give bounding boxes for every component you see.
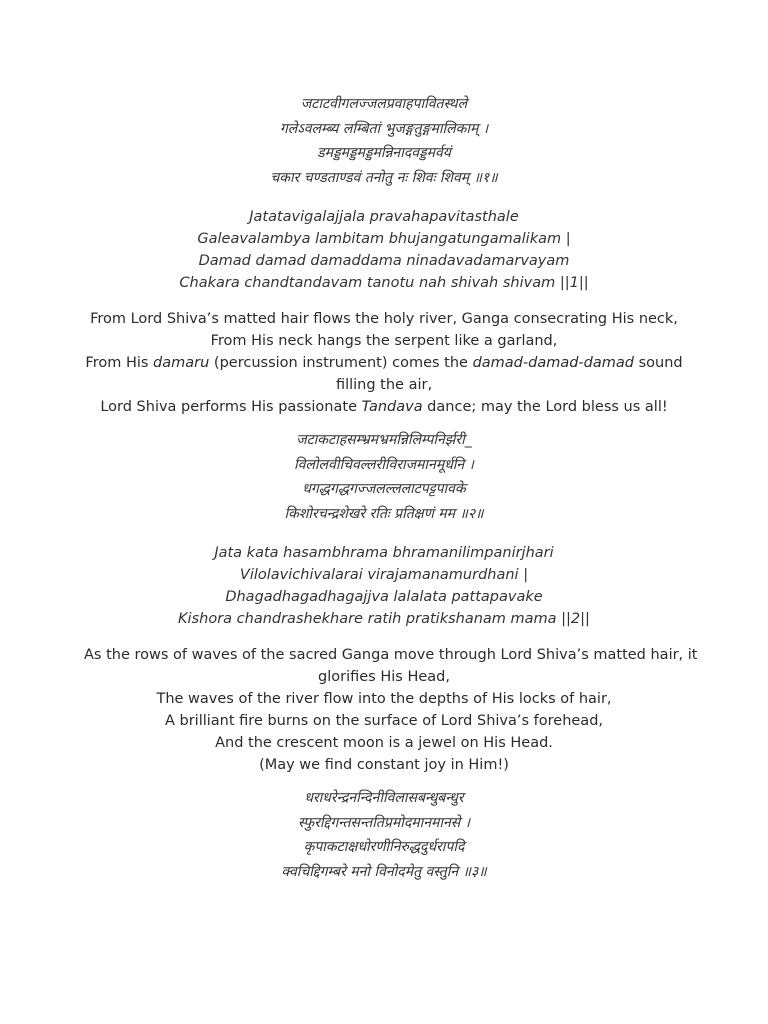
verse-2-sanskrit-line-3: धगद्धगद्धगज्जलल्ललाटपट्टपावके <box>302 481 466 497</box>
verse-2-transliteration <box>84 542 684 630</box>
verse-2-meaning-line-5: And the crescent moon is a jewel on His Head. <box>215 735 553 751</box>
verse-1-meaning-line-2: From His neck hangs the serpent like a garland, <box>210 333 558 349</box>
verse-2-translit-line-3: Dhagadhagadhagajjva lalalata pattapavake <box>225 589 543 605</box>
verse-1-sanskrit <box>84 92 684 190</box>
verse-2-sanskrit <box>84 428 684 526</box>
verse-1-transliteration <box>84 206 684 294</box>
verse-1-translit-line-3: Damad damad damaddama ninadavadamarvayam <box>198 253 570 269</box>
verse-1-sanskrit-line-1: जटाटवीगलज्जलप्रवाहपावितस्थले <box>300 96 468 112</box>
meaning-text: dance; may the Lord bless us all! <box>422 399 668 415</box>
meaning-text: From His <box>85 355 154 371</box>
verse-2-meaning-line-1: As the rows of waves of the sacred Ganga move through Lord Shiva’s matted hair, it <box>84 647 698 663</box>
verse-1-sanskrit-line-2: गलेऽवलम्ब्य लम्बितां भुजङ्गतुङ्गमालिकाम् । <box>279 120 489 137</box>
verse-1-translit-line-1: Jatatavigalajjala pravahapavitasthale <box>249 209 519 225</box>
verse-3-sanskrit-line-2: स्फुरद्दिगन्तसन्ततिप्रमोदमानमानसे । <box>297 814 471 831</box>
verse-2-translit-line-2: Vilolavichivalarai virajamanamurdhani | <box>239 567 529 583</box>
verse-2-meaning-line-4: A brilliant fire burns on the surface of Lord Shiva’s forehead, <box>164 713 604 729</box>
verse-2-sanskrit-line-2: विलोलवीचिवल्लरीविराजमानमूर्धनि । <box>294 456 474 473</box>
verse-2-meaning-line-3: The waves of the river flow into the depths of His locks of hair, <box>156 691 612 707</box>
verse-1-translit-line-4: Chakara chandtandavam tanotu nah shivah shivam ||1|| <box>179 275 589 291</box>
verse-2-translit-line-4: Kishora chandrashekhare ratih pratikshanam mama ||2|| <box>178 611 590 627</box>
meaning-text: (percussion instrument) comes the <box>209 355 473 371</box>
verse-1-sanskrit-line-4: चकार चण्डताण्डवं तनोतु नः शिवः शिवम् ॥१॥ <box>270 169 498 186</box>
verse-1-meaning-line-1: From Lord Shiva’s matted hair flows the holy river, Ganga consecrating His neck, <box>90 311 678 327</box>
verse-2-sanskrit-line-4: किशोरचन्द्रशेखरे रतिः प्रतिक्षणं मम ॥२॥ <box>284 505 484 522</box>
verse-3-sanskrit-line-3: कृपाकटाक्षधोरणीनिरुद्धदुर्धरापदि <box>303 839 465 855</box>
verse-3-sanskrit-line-1: धराधरेन्द्रनन्दिनीविलासबन्धुबन्धुर <box>304 790 464 806</box>
verse-1-meaning-line-4: filling the air, <box>335 377 433 393</box>
verse-2-meaning <box>84 644 698 776</box>
meaning-text: sound <box>633 355 683 371</box>
meaning-text: Lord Shiva performs His passionate <box>100 399 362 415</box>
verse-1-meaning-line-5 <box>84 396 684 418</box>
verse-1-meaning-line-3 <box>84 352 684 374</box>
verse-2-meaning-line-2: glorifies His Head, <box>318 669 450 685</box>
verse-2-sanskrit-line-1: जटाकटाहसम्भ्रमभ्रमन्निलिम्पनिर्झरी_ <box>296 432 472 448</box>
verse-3-sanskrit <box>84 786 684 884</box>
damad-sound-term: damad-damad-damad <box>472 355 634 371</box>
damaru-term: damaru <box>153 355 210 371</box>
tandava-term: Tandava <box>361 399 423 415</box>
verse-1-sanskrit-line-3: डमड्डमड्डमड्डमन्निनादवड्डमर्वयं <box>317 145 451 161</box>
verse-1-translit-line-2: Galeavalambya lambitam bhujangatungamalikam | <box>197 231 571 247</box>
verse-1-meaning <box>84 308 684 418</box>
verse-2-meaning-line-6: (May we find constant joy in Him!) <box>259 757 509 773</box>
verse-2-translit-line-1: Jata kata hasambhrama bhramanilimpanirjhari <box>214 545 554 561</box>
verse-3-sanskrit-line-4: क्वचिद्दिगम्बरे मनो विनोदमेतु वस्तुनि ॥३॥ <box>281 863 487 880</box>
